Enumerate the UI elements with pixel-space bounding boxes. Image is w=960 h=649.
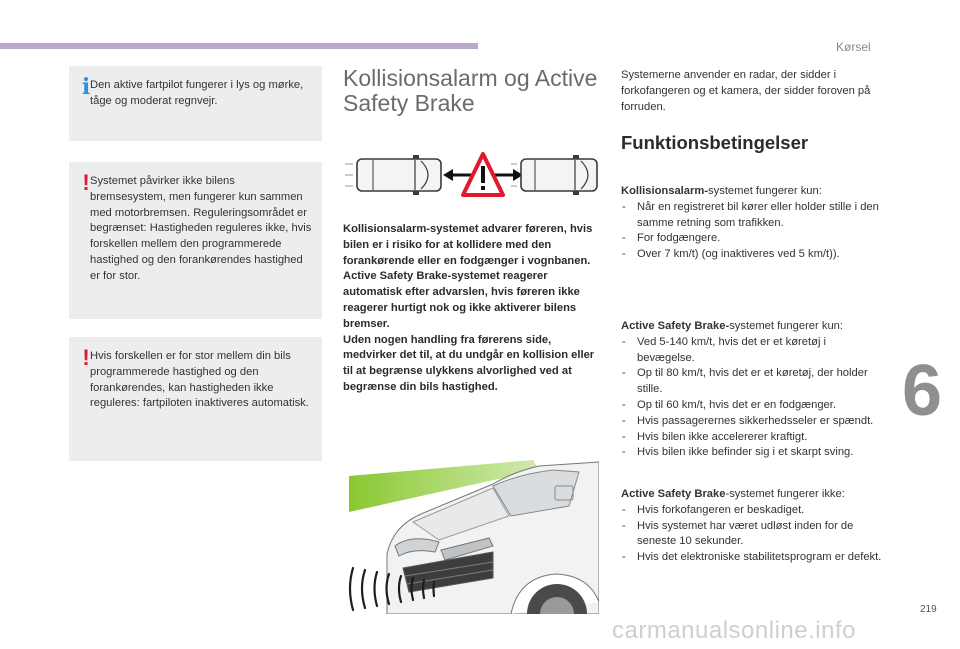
group-lead-bold: Kollisionsalarm- <box>621 185 709 197</box>
group-lead: systemet fungerer kun: <box>729 320 843 332</box>
list-item: - Hvis det elektroniske stabilitetsprogram er defekt. <box>621 550 883 566</box>
list-item: - Over 7 km/t) (og inaktiveres ved 5 km/t)). <box>621 247 883 263</box>
right-intro: Systemerne anvender en radar, der sidder i forkofangeren og et kamera, der sidder foroven på forruden. <box>621 69 871 113</box>
van-radar-illustration <box>343 442 599 614</box>
group-lead-bold: Active Safety Brake- <box>621 320 730 332</box>
warning-icon: ! <box>82 170 90 195</box>
info-icon: i <box>81 74 91 100</box>
intro-paragraph: Kollisionsalarm-systemet advarer føreren, hvis bilen er i risiko for at kollidere med den forankørende eller en fodgænger i vognbanen. <box>343 223 593 267</box>
info-box <box>69 66 322 141</box>
header-accent-bar <box>0 43 478 49</box>
collision-warning-illustration <box>343 151 599 201</box>
warning-box-text: Systemet påvirker ikke bilens bremsesystem, men fungerer kun sammen med motorbremsen. Reguleringsområdet er begrænset: Hastigheden reguleres ikke, hvis forskellen mellem den programmerede hastighed og den forankørendes hastighed er for stor. <box>90 175 312 282</box>
intro-paragraph: Uden nogen handling fra førerens side, medvirker det til, at du undgår en kollision eller til at begrænse ulykkens alvorlighed ved at begrænse din bils hastighed. <box>343 333 595 393</box>
group-lead-bold: Active Safety Brake <box>621 488 726 500</box>
list-item: - Hvis systemet har været udløst inden for de seneste 10 sekunder. <box>621 519 883 551</box>
group-lead: -systemet fungerer ikke: <box>725 488 845 500</box>
list-item: - Op til 60 km/t, hvis det er en fodgænger. <box>621 398 883 414</box>
warning-box <box>69 337 322 461</box>
warning-box <box>69 162 322 319</box>
condition-group-collision-alert <box>621 184 883 263</box>
section-heading: Funktionsbetingelser <box>621 132 809 153</box>
section-name: Kørsel <box>836 40 871 54</box>
intro-text <box>343 222 598 396</box>
page-number: 219 <box>920 604 937 615</box>
condition-group-not-working <box>621 487 883 566</box>
list-item: - For fodgængere. <box>621 231 883 247</box>
list-item: - Når en registreret bil kører eller holder stille i den samme retning som trafikken. <box>621 200 883 232</box>
list-item: - Hvis passagerernes sikkerhedsseler er spændt. <box>621 414 883 430</box>
warning-box-text: Hvis forskellen er for stor mellem din bils programmerede hastighed og den forankørendes, kan hastigheden ikke reguleres: fartpiloten inaktiveres automatisk. <box>90 350 309 410</box>
group-lead: systemet fungerer kun: <box>708 185 822 197</box>
list-item: - Hvis bilen ikke befinder sig i et skarpt sving. <box>621 445 883 461</box>
list-item: - Hvis forkofangeren er beskadiget. <box>621 503 883 519</box>
info-box-text: Den aktive fartpilot fungerer i lys og mørke, tåge og moderat regnvejr. <box>90 79 304 107</box>
chapter-number: 6 <box>902 351 943 431</box>
list-item: - Ved 5-140 km/t, hvis det er et køretøj i bevægelse. <box>621 335 883 367</box>
condition-group-active-safety-brake <box>621 319 883 461</box>
van-icon <box>521 155 597 195</box>
warning-icon: ! <box>82 345 90 370</box>
watermark: carmanualsonline.info <box>612 617 856 644</box>
page-title: Kollisionsalarm og Active Safety Brake <box>343 65 598 116</box>
list-item: - Hvis bilen ikke accelererer kraftigt. <box>621 430 883 446</box>
van-icon <box>357 155 441 195</box>
list-item: - Op til 80 km/t, hvis det er et køretøj, der holder stille. <box>621 366 883 398</box>
intro-paragraph: Active Safety Brake-systemet reagerer automatisk efter advarslen, hvis føreren ikke reagerer hurtigt nok og ikke aktiverer bilens bremser. <box>343 270 580 330</box>
